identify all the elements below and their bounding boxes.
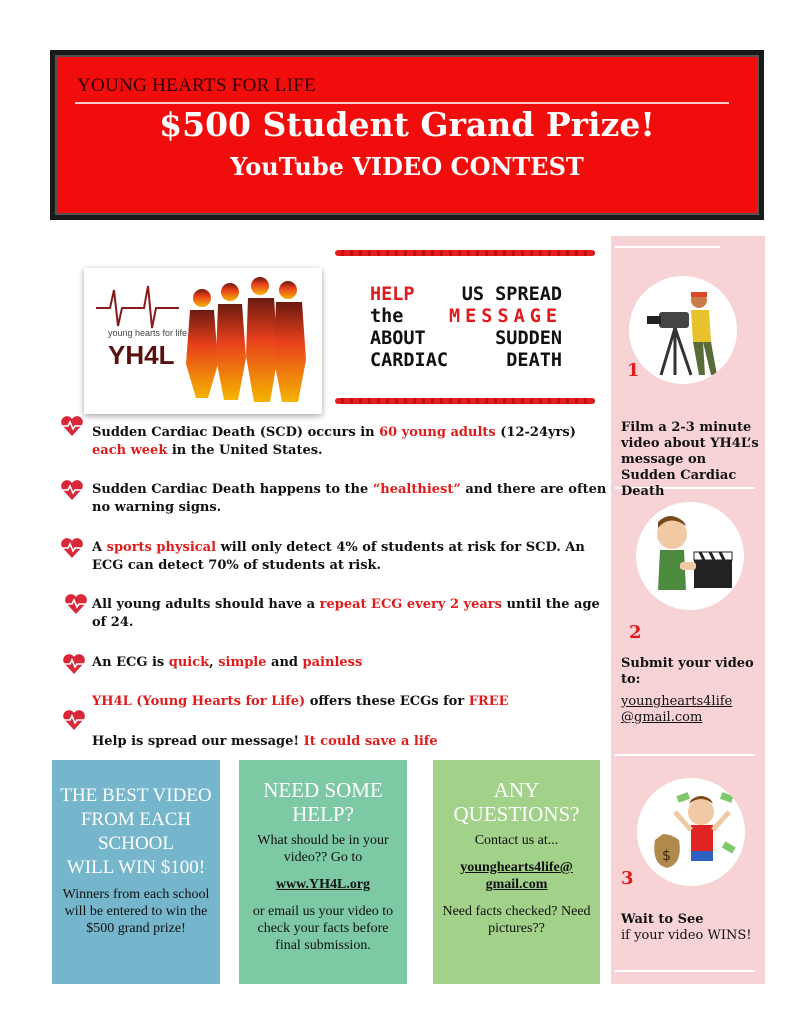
need-help-box <box>239 760 407 984</box>
step-3-text: Wait to See if your video WINS! <box>621 912 752 943</box>
page-title: $500 Student Grand Prize! <box>159 105 655 144</box>
fact-scd-frequency: Sudden Cardiac Death (SCD) occurs in 60 young adults (12-24yrs) each week in the United States. <box>92 425 576 458</box>
decorative-squiggle <box>335 398 595 404</box>
step-number-2: 2 <box>629 622 642 643</box>
fact-ecg-quick: An ECG is quick, simple and painless <box>92 655 363 670</box>
help-message: HELP US SPREAD the MESSAGE ABOUT SUDDEN CARDIAC DEATH <box>370 284 562 371</box>
director-illustration <box>636 502 744 610</box>
need-help-heading: NEED SOME HELP? <box>263 778 383 826</box>
step-2-text: Submit your video to: <box>621 656 754 687</box>
sidebar-divider <box>615 970 755 972</box>
fact-spread-message: Help is spread our message! It could save a life <box>92 734 438 749</box>
clapperboard-icon <box>640 506 740 606</box>
best-video-heading: THE BEST VIDEO FROM EACH SCHOOL WILL WIN $100! <box>60 785 212 878</box>
contact-email-link[interactable]: younghearts4life@ gmail.com <box>460 860 573 892</box>
website-link[interactable]: www.YH4L.org <box>275 877 371 892</box>
sidebar-divider <box>615 754 755 756</box>
questions-heading: ANY QUESTIONS? <box>453 778 580 826</box>
step-number-1: 1 <box>627 360 640 381</box>
submit-email-link[interactable]: younghearts4life <box>621 694 733 709</box>
logo-tagline: young hearts for life <box>108 328 188 338</box>
step-2-email[interactable] <box>621 694 761 726</box>
step-1-text: Film a 2-3 minute video about YH4L’s message on Sudden Cardiac Death <box>621 420 759 499</box>
decorative-squiggle <box>335 250 595 256</box>
fact-repeat-ecg: All young adults should have a repeat ECG every 2 years until the age of 24. <box>92 597 600 630</box>
heart-ecg-icon <box>60 414 84 438</box>
logo-mark: YH4L <box>108 340 175 370</box>
questions-box <box>433 760 600 984</box>
header-banner <box>50 50 764 220</box>
fact-sports-physical: A sports physical will only detect 4% of students at risk for SCD. An ECG can detect 70% of students at risk. <box>92 540 585 573</box>
page-subtitle: YouTube VIDEO CONTEST <box>230 152 584 181</box>
best-video-box <box>52 760 220 984</box>
need-help-body: What should be in your video?? Go to www.YH4L.org or email us your video to check your facts before final submission. <box>252 833 394 953</box>
video-camera-icon <box>633 280 733 380</box>
cameraman-illustration <box>629 276 737 384</box>
yh4l-logo <box>84 268 322 414</box>
best-video-body: Winners from each school will be entered to win the $500 grand prize! <box>62 887 210 936</box>
fact-healthiest: Sudden Cardiac Death happens to the “healthiest” and there are often no warning signs. <box>92 482 607 515</box>
heart-ecg-icon <box>60 478 84 502</box>
heart-ecg-icon <box>64 592 88 616</box>
banner-divider <box>75 102 729 104</box>
heart-ecg-icon <box>60 536 84 560</box>
winner-illustration <box>637 778 745 886</box>
sidebar-divider <box>615 246 720 248</box>
heart-ecg-icon <box>62 652 86 676</box>
org-name: YOUNG HEARTS FOR LIFE <box>77 75 316 96</box>
money-bag-icon <box>641 782 741 882</box>
submit-email-link-domain[interactable]: @gmail.com <box>621 710 703 725</box>
heart-ecg-icon <box>62 708 86 732</box>
fact-free-ecgs: YH4L (Young Hearts for Life) offers these ECGs for FREE <box>92 694 509 709</box>
svg-text:$: $ <box>662 848 671 864</box>
step-number-3: 3 <box>621 868 634 889</box>
questions-body: Contact us at... younghearts4life@ gmail.com Need facts checked? Need pictures?? <box>442 833 591 936</box>
